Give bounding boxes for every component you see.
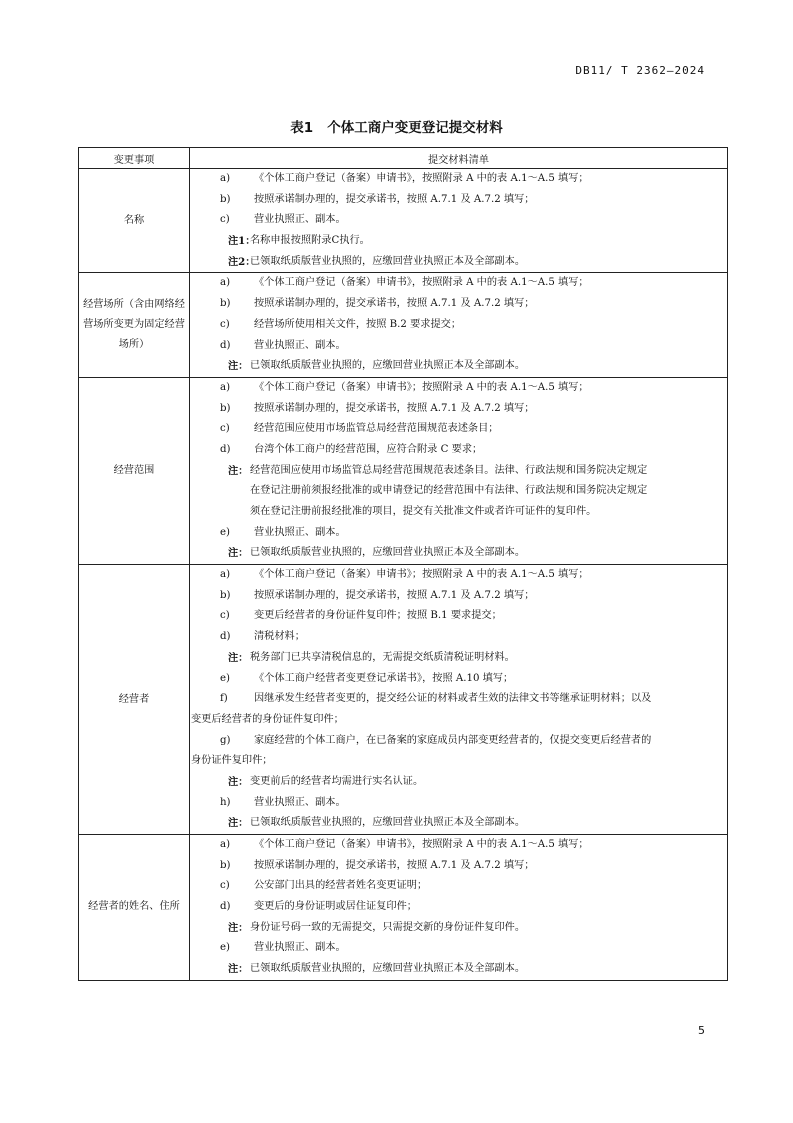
item-marker: d) (220, 631, 231, 643)
list-item (190, 210, 727, 231)
list-item (190, 897, 727, 918)
note-label: 注： (228, 547, 249, 560)
materials-table (78, 147, 728, 981)
item-marker: a) (220, 839, 231, 850)
list-item (190, 689, 727, 710)
list-item (190, 378, 727, 399)
item-marker: b) (220, 589, 231, 601)
list-item (190, 523, 727, 544)
item-text: 已领取纸质版营业执照的，应缴回营业执照正本及全部副本。 (250, 547, 526, 559)
note-line (190, 918, 727, 939)
note-line (190, 772, 727, 793)
item-marker: a) (220, 569, 231, 581)
list-item (190, 586, 727, 607)
list-item (190, 565, 727, 586)
table-title (0, 116, 793, 136)
list-item (190, 710, 727, 731)
item-marker: c) (220, 610, 230, 622)
list-item (190, 336, 727, 357)
item-text: 按照承诺制办理的，提交承诺书，按照 A.7.1 及 A.7.2 填写； (254, 589, 535, 601)
item-marker: g) (220, 734, 231, 746)
item-text: 营业执照正、副本。 (254, 214, 346, 226)
change-item-cell: 经营者的姓名、住所 (79, 835, 190, 981)
list-item (190, 440, 727, 461)
item-text: 变更后经营者的身份证件复印件； (191, 713, 344, 725)
list-item (190, 938, 727, 959)
item-text: 身份证号码一致的无需提交，只需提交新的身份证件复印件。 (250, 921, 526, 933)
list-item (190, 627, 727, 648)
note-label: 注： (228, 921, 249, 934)
item-text: 经营范围应使用市场监管总局经营范围规范表述条目； (254, 423, 499, 435)
list-item (190, 502, 727, 523)
item-text: 已领取纸质版营业执照的，应缴回营业执照正本及全部副本。 (250, 817, 526, 829)
item-marker: e) (220, 672, 231, 684)
item-marker: f) (220, 693, 228, 705)
table-title-text: 个体工商户变更登记提交材料 (327, 120, 503, 136)
item-marker: c) (220, 423, 230, 435)
item-text: 《个体工商户登记（备案）申请书》，按照附录 A 中的表 A.1～A.5 填写； (254, 277, 589, 289)
item-text: 《个体工商户登记（备案）申请书》，按照附录 A 中的表 A.1～A.5 填写； (254, 839, 589, 850)
item-text: 经营范围应使用市场监管总局经营范围规范表述条目。法律、行政法规和国务院决定规定 (250, 464, 648, 476)
list-item (190, 419, 727, 440)
item-marker: b) (220, 402, 231, 414)
list-item (190, 294, 727, 315)
item-text: 营业执照正、副本。 (254, 339, 346, 351)
table-row (79, 377, 728, 564)
list-item (190, 669, 727, 690)
list-item (190, 169, 727, 190)
col-header-item: 变更事项 (79, 148, 190, 169)
note-line (190, 461, 727, 482)
materials-cell (190, 835, 728, 981)
table-row (79, 273, 728, 377)
list-item (190, 751, 727, 772)
item-text: 《个体工商户经营者变更登记承诺书》，按照 A.10 填写； (254, 672, 514, 684)
item-marker: b) (220, 193, 231, 205)
item-text: 按照承诺制办理的，提交承诺书，按照 A.7.1 及 A.7.2 填写； (254, 859, 535, 871)
item-marker: a) (220, 381, 231, 393)
materials-cell (190, 273, 728, 377)
item-marker: d) (220, 443, 231, 455)
item-text: 公安部门出具的经营者姓名变更证明； (254, 880, 428, 892)
list-item (190, 481, 727, 502)
table-row (79, 565, 728, 835)
list-item (190, 731, 727, 752)
item-marker: e) (220, 942, 231, 954)
note-label: 注： (228, 963, 249, 976)
item-text: 已领取纸质版营业执照的，应缴回营业执照正本及全部副本。 (250, 360, 526, 372)
note-line (190, 543, 727, 564)
item-text: 《个体工商户登记（备案）申请书》；按照附录 A 中的表 A.1～A.5 填写； (254, 569, 589, 581)
list-item (190, 190, 727, 211)
item-text: 《个体工商户登记（备案）申请书》；按照附录 A 中的表 A.1～A.5 填写； (254, 381, 589, 393)
note-label: 注： (228, 464, 249, 477)
change-item-cell: 名称 (79, 169, 190, 273)
item-text: 变更后的身份证明或居住证复印件； (254, 901, 417, 913)
materials-cell (190, 377, 728, 564)
note-line (190, 813, 727, 834)
item-text: 经营场所使用相关文件，按照 B.2 要求提交； (254, 318, 462, 330)
item-marker: e) (220, 526, 231, 538)
item-text: 清税材料； (254, 631, 305, 643)
item-text: 须在登记注册前报经批准的项目，提交有关批准文件或者许可证件的复印件。 (250, 506, 597, 517)
item-text: 家庭经营的个体工商户，在已备案的家庭成员内部变更经营者的，仅提交变更后经营者的 (254, 734, 652, 746)
list-item (190, 399, 727, 420)
item-text: 变更前后的经营者均需进行实名认证。 (250, 775, 424, 787)
note-line (190, 252, 727, 273)
list-item (190, 606, 727, 627)
item-text: 因继承发生经营者变更的，提交经公证的材料或者生效的法律文书等继承证明材料；以及 (254, 693, 652, 705)
item-text: 《个体工商户登记（备案）申请书》，按照附录 A 中的表 A.1～A.5 填写； (254, 173, 589, 184)
item-text: 营业执照正、副本。 (254, 526, 346, 538)
item-marker: b) (220, 859, 231, 871)
list-item (190, 273, 727, 294)
item-text: 身份证件复印件； (191, 755, 273, 767)
note-label: 注： (228, 775, 249, 788)
list-item (190, 856, 727, 877)
col-header-materials: 提交材料清单 (190, 148, 728, 169)
note-line (190, 231, 727, 252)
item-marker: d) (220, 339, 231, 351)
item-marker: a) (220, 173, 231, 184)
item-marker: b) (220, 298, 231, 310)
change-item-cell: 经营者 (79, 565, 190, 835)
note-label: 注： (228, 817, 249, 830)
item-text: 在登记注册前须报经批准的或申请登记的经营范围中有法律、行政法规和国务院决定规定 (250, 485, 648, 497)
list-item (190, 315, 727, 336)
page-number: 5 (698, 1024, 705, 1037)
note-line (190, 648, 727, 669)
item-text: 营业执照正、副本。 (254, 796, 346, 808)
table-number: 表1 (290, 120, 314, 136)
item-text: 税务部门已共享清税信息的，无需提交纸质清税证明材料。 (250, 651, 515, 663)
item-text: 营业执照正、副本。 (254, 942, 346, 954)
item-text: 按照承诺制办理的，提交承诺书，按照 A.7.1 及 A.7.2 填写； (254, 193, 535, 205)
item-text: 已领取纸质版营业执照的，应缴回营业执照正本及全部副本。 (250, 963, 526, 975)
item-text: 已领取纸质版营业执照的，应缴回营业执照正本及全部副本。 (250, 255, 526, 267)
item-text: 台湾个体工商户的经营范围，应符合附录 C 要求； (254, 443, 483, 455)
item-marker: c) (220, 318, 230, 330)
document-code: DB11/ T 2362—2024 (575, 64, 705, 77)
change-item-cell: 经营场所（含由网络经营场所变更为固定经营场所） (79, 273, 190, 377)
item-marker: c) (220, 880, 230, 892)
note-label: 注： (228, 360, 249, 373)
list-item (190, 835, 727, 856)
list-item (190, 793, 727, 814)
item-marker: c) (220, 214, 230, 226)
materials-cell (190, 565, 728, 835)
item-text: 名称申报按照附录C执行。 (250, 235, 370, 247)
table-row (79, 835, 728, 981)
note-line (190, 959, 727, 980)
list-item (190, 876, 727, 897)
note-label: 注2： (228, 255, 256, 268)
note-label: 注1： (228, 235, 256, 248)
item-marker: h) (220, 796, 231, 808)
item-marker: a) (220, 277, 231, 289)
table-row (79, 169, 728, 273)
item-marker: d) (220, 901, 231, 913)
item-text: 按照承诺制办理的，提交承诺书，按照 A.7.1 及 A.7.2 填写； (254, 402, 535, 414)
note-line (190, 356, 727, 377)
note-label: 注： (228, 651, 249, 664)
item-text: 变更后经营者的身份证件复印件；按照 B.1 要求提交； (254, 610, 502, 622)
materials-cell (190, 169, 728, 273)
change-item-cell: 经营范围 (79, 377, 190, 564)
table-header-row (79, 148, 728, 169)
item-text: 按照承诺制办理的，提交承诺书，按照 A.7.1 及 A.7.2 填写； (254, 298, 535, 310)
